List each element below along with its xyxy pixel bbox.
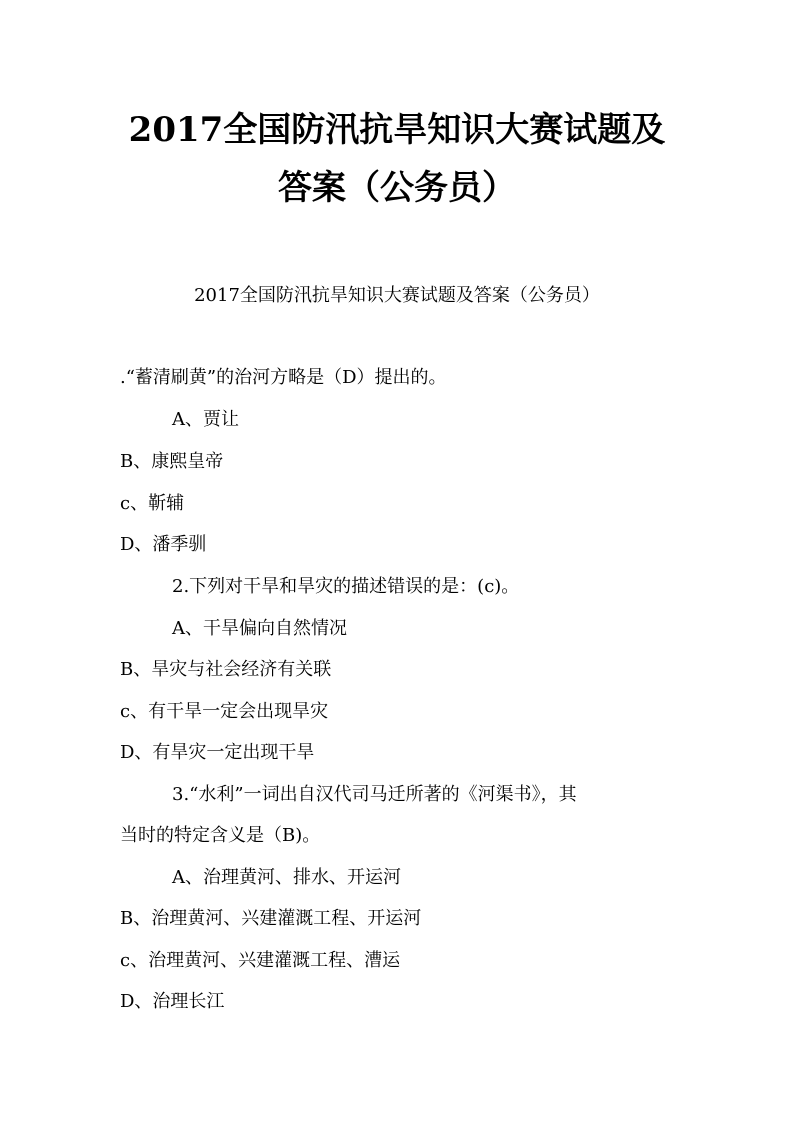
question-3-text-line-1: 3.“水利”一词出自汉代司马迁所著的《河渠书》，其 <box>172 784 577 805</box>
question-3-option-c: c、治理黄河、兴建灌溉工程、漕运 <box>120 950 401 971</box>
question-1-text: .“蓄清刷黄”的治河方略是（D）提出的。 <box>120 367 447 388</box>
question-1-option-a: A、贾让 <box>172 409 239 430</box>
question-2-option-b: B、旱灾与社会经济有关联 <box>120 659 332 680</box>
document-title-line-2: 答案（公务员） <box>278 168 516 208</box>
question-2-option-a: A、干旱偏向自然情况 <box>172 618 347 639</box>
document-title-line-1: 2017全国防汛抗旱知识大赛试题及 <box>128 110 666 150</box>
document-subtitle: 2017全国防汛抗旱知识大赛试题及答案（公务员） <box>194 285 600 306</box>
question-1-option-d: D、潘季驯 <box>120 534 207 555</box>
question-1-option-c: c、靳辅 <box>120 493 185 514</box>
question-3-option-d: D、治理长江 <box>120 991 225 1012</box>
question-3-option-a: A、治理黄河、排水、开运河 <box>172 867 401 888</box>
question-2-text: 2.下列对干旱和旱灾的描述错误的是：(c)。 <box>172 576 520 597</box>
question-1-option-b: B、康熙皇帝 <box>120 451 224 472</box>
question-3-option-b: B、治理黄河、兴建灌溉工程、开运河 <box>120 908 422 929</box>
question-2-option-c: c、有干旱一定会出现旱灾 <box>120 701 329 722</box>
question-2-option-d: D、有旱灾一定出现干旱 <box>120 742 315 763</box>
question-3-text-line-2: 当时的特定含义是（B)。 <box>120 825 321 846</box>
